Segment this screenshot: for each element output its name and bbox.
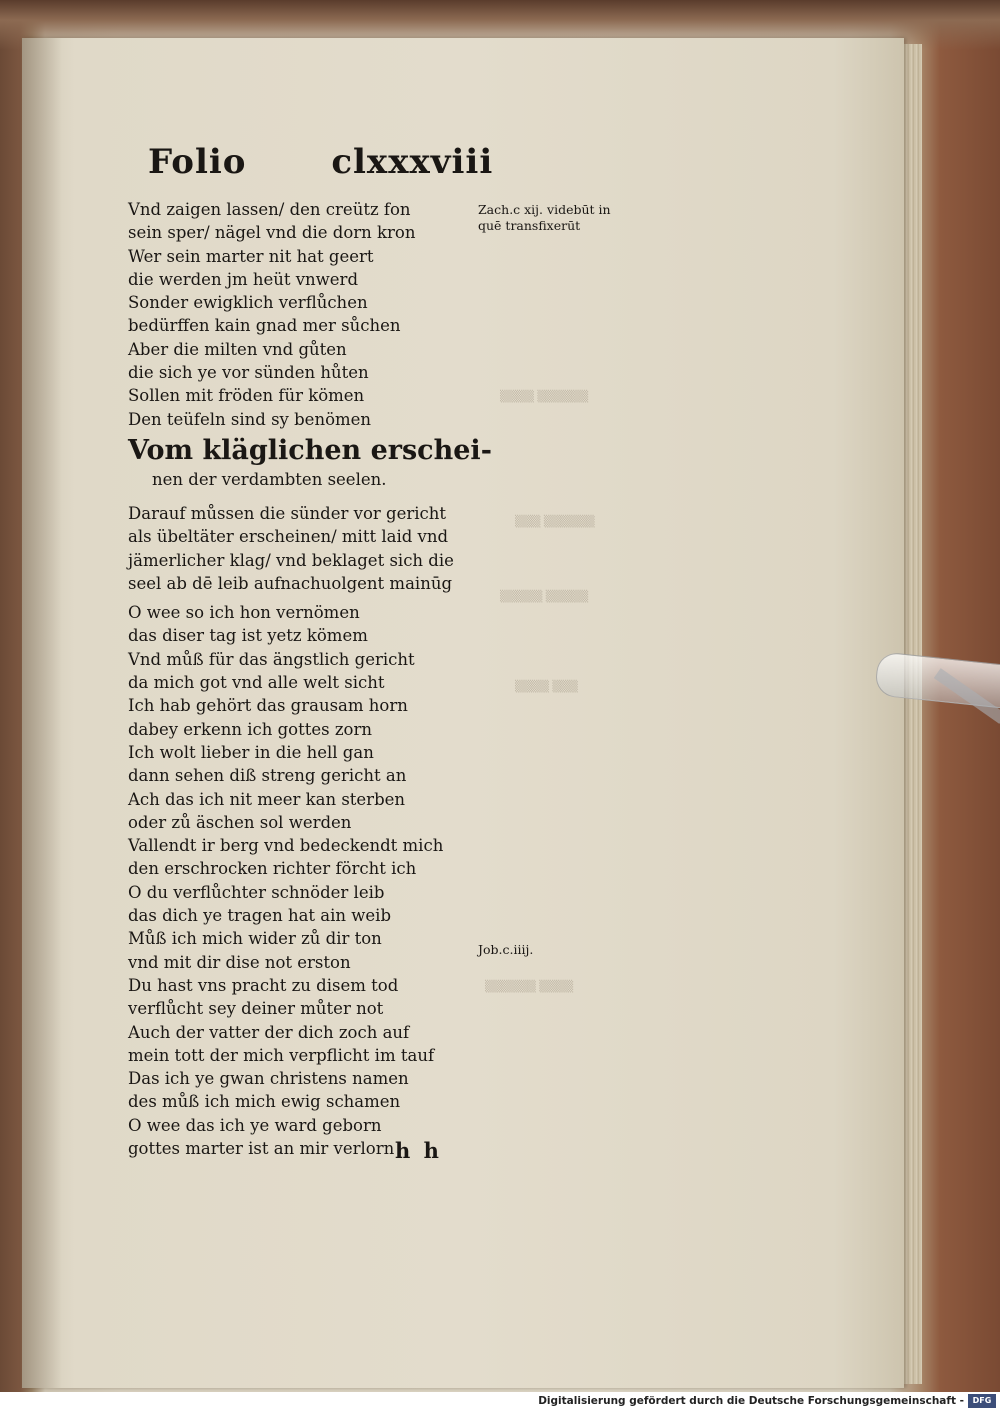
verse-line: Du hast vns pracht zu disem tod xyxy=(128,975,399,995)
verse-line: Sonder ewigklich verflůchen xyxy=(128,293,368,313)
verse-line: Sollen mit fröden für kömen xyxy=(128,386,365,406)
verse-line: das dich ye tragen hat ain weib xyxy=(128,906,392,926)
section-heading-continuation: nen der verdambten seelen. xyxy=(152,469,387,489)
bleed-through: ▒▒▒▒▒ ▒▒▒▒▒ xyxy=(500,590,589,603)
margin-note-line: Zach.c xij. videbūt in xyxy=(478,202,611,217)
verse-line: des můß ich mich ewig schamen xyxy=(128,1092,401,1112)
verse-block-1 xyxy=(128,198,468,431)
verse-block-2 xyxy=(128,601,468,1160)
prose-line: jämerlicher klag/ vnd beklaget sich die xyxy=(128,550,454,570)
verse-line: dann sehen diß streng gericht an xyxy=(128,766,407,786)
verse-line: Vnd můß für das ängstlich gericht xyxy=(128,649,415,669)
verse-line: O wee das ich ye ward geborn xyxy=(128,1115,382,1135)
verse-line: Das ich ye gwan christens namen xyxy=(128,1069,409,1089)
verse-line: verflůcht sey deiner můter not xyxy=(128,999,384,1019)
bleed-through: ▒▒▒▒ ▒▒▒▒▒▒ xyxy=(500,390,589,403)
verse-line: Můß ich mich wider zů dir ton xyxy=(128,929,382,949)
gutter-shadow xyxy=(22,38,62,1388)
verse-line: Ich wolt lieber in die hell gan xyxy=(128,742,374,762)
verse-line: O du verflůchter schnöder leib xyxy=(128,882,385,902)
prose-line: seel ab dē leib aufnachuolgent mainūg xyxy=(128,573,453,593)
margin-note-line: quē transfixerūt xyxy=(478,218,581,233)
page-header xyxy=(148,142,493,182)
bleed-through: ▒▒▒▒▒▒ ▒▒▒▒ xyxy=(485,980,574,993)
signature-mark: h h xyxy=(395,1138,442,1163)
verse-line: Ich hab gehört das grausam horn xyxy=(128,696,408,716)
prose-line: als übeltäter erscheinen/ mitt laid vnd xyxy=(128,527,449,547)
verse-line: Auch der vatter der dich zoch auf xyxy=(128,1022,410,1042)
verse-line: O wee so ich hon vernömen xyxy=(128,603,360,623)
verse-line: Wer sein marter nit hat geert xyxy=(128,246,374,266)
verse-line: gottes marter ist an mir verlorn xyxy=(128,1138,395,1158)
verse-line: Den teüfeln sind sy benömen xyxy=(128,409,372,429)
section-heading: Vom kläglichen erschei- xyxy=(128,434,492,466)
prose-block xyxy=(128,502,468,595)
verse-line: vnd mit dir dise not erston xyxy=(128,952,351,972)
folio-number: clxxxviii xyxy=(331,142,494,182)
verse-line: dabey erkenn ich gottes zorn xyxy=(128,719,372,739)
verse-line: sein sper/ nägel vnd die dorn kron xyxy=(128,223,416,243)
verse-line: oder zů äschen sol werden xyxy=(128,812,352,832)
verse-line: Vnd zaigen lassen/ den creütz fon xyxy=(128,200,411,219)
prose-line: Darauf můssen die sünder vor gericht xyxy=(128,503,447,523)
main-text-column xyxy=(128,198,492,1160)
verse-line: mein tott der mich verpflicht im tauf xyxy=(128,1045,435,1065)
margin-note-job xyxy=(478,942,533,958)
verse-line: da mich got vnd alle welt sicht xyxy=(128,673,385,693)
funding-credit: Digitalisierung gefördert durch die Deutsche Forschungsgemeinschaft - xyxy=(538,1395,964,1407)
verse-line: Aber die milten vnd gůten xyxy=(128,339,347,359)
bleed-through: ▒▒▒ ▒▒▒▒▒▒ xyxy=(515,515,595,528)
bleed-through: ▒▒▒▒ ▒▒▒ xyxy=(515,680,578,693)
footer-bar xyxy=(0,1392,1000,1411)
folio-label: Folio xyxy=(148,142,247,182)
dfg-logo: DFG xyxy=(968,1394,996,1408)
verse-line: die sich ye vor sünden hůten xyxy=(128,363,369,383)
verse-line: Vallendt ir berg vnd bedeckendt mich xyxy=(128,836,444,856)
verse-line: die werden jm heüt vnwerd xyxy=(128,269,359,289)
margin-note-line: Job.c.iiij. xyxy=(478,942,534,957)
margin-note-zach xyxy=(478,202,611,234)
verse-line: den erschrocken richter förcht ich xyxy=(128,859,417,879)
verse-line: Ach das ich nit meer kan sterben xyxy=(128,789,406,809)
verse-line: das diser tag ist yetz kömem xyxy=(128,626,368,646)
verse-line: bedürffen kain gnad mer sůchen xyxy=(128,316,401,336)
